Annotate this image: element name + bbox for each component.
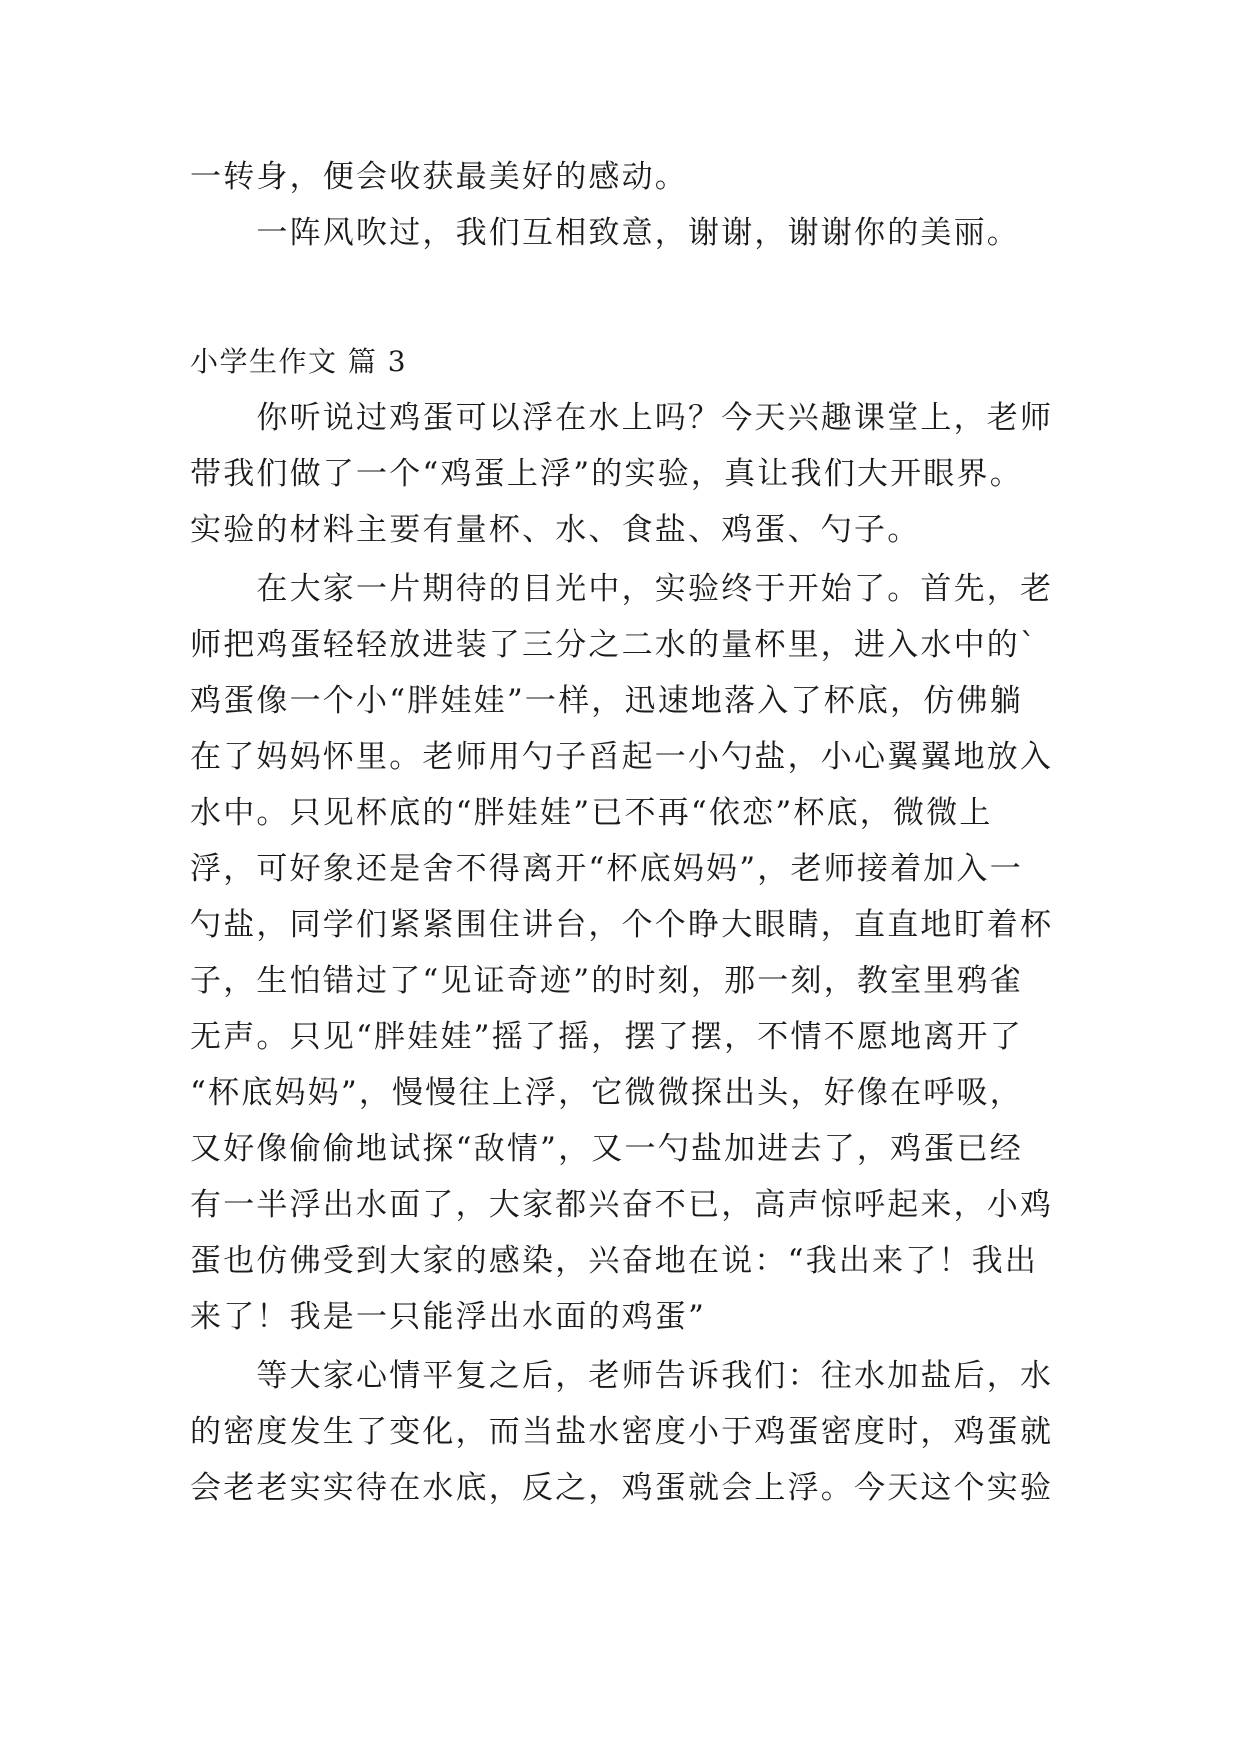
text-line: 师把鸡蛋轻轻放进装了三分之二水的量杯里，进入水中的` bbox=[190, 627, 1038, 663]
text-line: 在了妈妈怀里。老师用勺子舀起一小勺盐，小心翼翼地放入 bbox=[190, 739, 1054, 775]
text-line: 实验的材料主要有量杯、水、食盐、鸡蛋、勺子。 bbox=[190, 512, 921, 548]
text-line: 一阵风吹过，我们互相致意，谢谢，谢谢你的美丽。 bbox=[190, 215, 1020, 251]
text-line: 又好像偷偷地试探“敌情”，又一勺盐加进去了，鸡蛋已经 bbox=[190, 1131, 1023, 1167]
section-title: 小学生作文 篇 3 bbox=[190, 345, 408, 378]
text-line: 等大家心情平复之后，老师告诉我们：往水加盐后，水 bbox=[190, 1358, 1054, 1394]
text-line: 浮，可好象还是舍不得离开“杯底妈妈”，老师接着加入一 bbox=[190, 851, 1023, 887]
text-line: 鸡蛋像一个小“胖娃娃”一样，迅速地落入了杯底，仿佛躺 bbox=[190, 683, 1023, 719]
text-line: 一转身，便会收获最美好的感动。 bbox=[190, 159, 688, 195]
text-line: 你听说过鸡蛋可以浮在水上吗？今天兴趣课堂上，老师 bbox=[190, 400, 1054, 436]
text-line: 水中。只见杯底的“胖娃娃”已不再“依恋”杯底，微微上 bbox=[190, 795, 993, 831]
text-line: 蛋也仿佛受到大家的感染，兴奋地在说：“我出来了！我出 bbox=[190, 1243, 1039, 1279]
text-line: 来了！我是一只能浮出水面的鸡蛋” bbox=[190, 1299, 707, 1335]
text-line: 有一半浮出水面了，大家都兴奋不已，高声惊呼起来，小鸡 bbox=[190, 1187, 1054, 1223]
text-line: 无声。只见“胖娃娃”摇了摇，摆了摆，不情不愿地离开了 bbox=[190, 1019, 1023, 1055]
text-line: 带我们做了一个“鸡蛋上浮”的实验，真让我们大开眼界。 bbox=[190, 456, 1023, 492]
text-line: 勺盐，同学们紧紧围住讲台，个个睁大眼睛，直直地盯着杯 bbox=[190, 907, 1054, 943]
text-line: 的密度发生了变化，而当盐水密度小于鸡蛋密度时，鸡蛋就 bbox=[190, 1414, 1054, 1450]
text-line: 子，生怕错过了“见证奇迹”的时刻，那一刻，教室里鸦雀 bbox=[190, 963, 1023, 999]
text-line: “杯底妈妈”，慢慢往上浮，它微微探出头，好像在呼吸， bbox=[190, 1075, 1023, 1111]
text-line: 会老老实实待在水底，反之，鸡蛋就会上浮。今天这个实验 bbox=[190, 1470, 1054, 1506]
text-line: 在大家一片期待的目光中，实验终于开始了。首先，老 bbox=[190, 571, 1054, 607]
